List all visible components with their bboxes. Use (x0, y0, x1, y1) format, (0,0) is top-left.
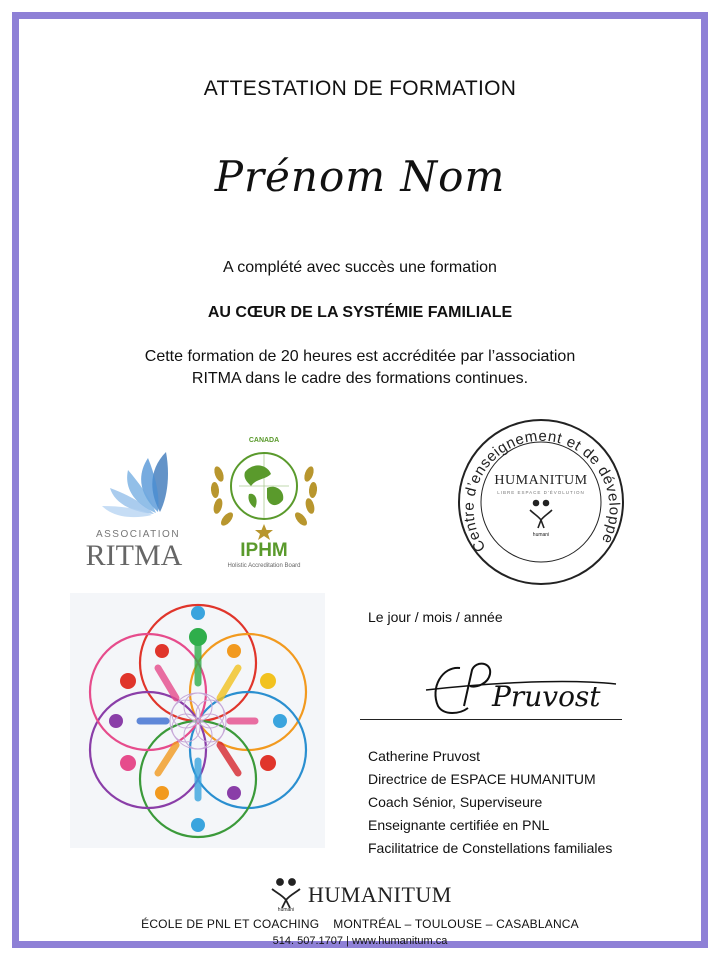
date-placeholder: Le jour / mois / année (368, 609, 503, 625)
flower-of-life-illustration (70, 593, 325, 848)
ritma-logo (78, 440, 198, 570)
signatory-title-2: Coach Sénior, Superviseure (368, 794, 543, 810)
ritma-logo-bottom-text: RITMA (85, 539, 183, 570)
recipient-name: Prénom Nom (214, 152, 506, 201)
signatory-title-1: Directrice de ESPACE HUMANITUM (368, 771, 596, 787)
iphm-acronym-text: IPHM (240, 540, 288, 561)
accreditation-line-2: RITMA dans le cadre des formations continues. (191, 370, 529, 387)
humanitum-logo-icon (262, 872, 462, 912)
iphm-logo (205, 434, 323, 574)
iphm-country-text: CANADA (248, 437, 280, 444)
footer-locations: MONTRÉAL – TOULOUSE – CASABLANCA (333, 917, 579, 931)
ritma-logo-top-text: ASSOCIATION (95, 529, 181, 540)
seal-brand-text: HUMANITUM (494, 473, 588, 488)
accreditation-line-1: Cette formation de 20 heures est accréditée par l’association (144, 348, 576, 365)
flower-people-icon (70, 593, 325, 848)
seal-ring-text: Centre d’enseignement et de développe (460, 427, 623, 555)
certificate-title: ATTESTATION DE FORMATION (203, 77, 517, 100)
footer-contact: 514. 507.1707 | www.humanitum.ca (272, 935, 448, 947)
footer-logo (262, 872, 462, 912)
signature-icon (420, 648, 620, 723)
signatory-info (368, 745, 612, 860)
signature-line (360, 719, 622, 720)
completion-statement: A complété avec succès une formation (223, 259, 497, 276)
seal-mark-text: humani (532, 532, 550, 538)
ritma-lotus-icon (78, 440, 198, 570)
accreditation-text (0, 346, 720, 390)
footer-school: ÉCOLE DE PNL ET COACHING (141, 917, 320, 931)
humanitum-seal (452, 418, 630, 586)
footer-mark-text: humani (277, 907, 295, 912)
footer-school-line (0, 917, 720, 931)
signatory-title-4: Facilitatrice de Constellations familiales (368, 840, 613, 856)
iphm-subtitle-text: Holistic Accreditation Board (227, 563, 301, 569)
footer-brand-text: HUMANITUM (308, 882, 452, 907)
seal-tagline-text: LIBRE ESPACE D'ÉVOLUTION (497, 490, 585, 495)
course-title: AU CŒUR DE LA SYSTÉMIE FAMILIALE (207, 304, 513, 321)
handwritten-signature (420, 648, 620, 723)
signatory-name: Catherine Pruvost (368, 748, 481, 764)
iphm-globe-icon (205, 434, 323, 574)
signature-text: Pruvost (492, 680, 601, 713)
seal-icon (452, 418, 630, 586)
signatory-title-3: Enseignante certifiée en PNL (368, 817, 550, 833)
